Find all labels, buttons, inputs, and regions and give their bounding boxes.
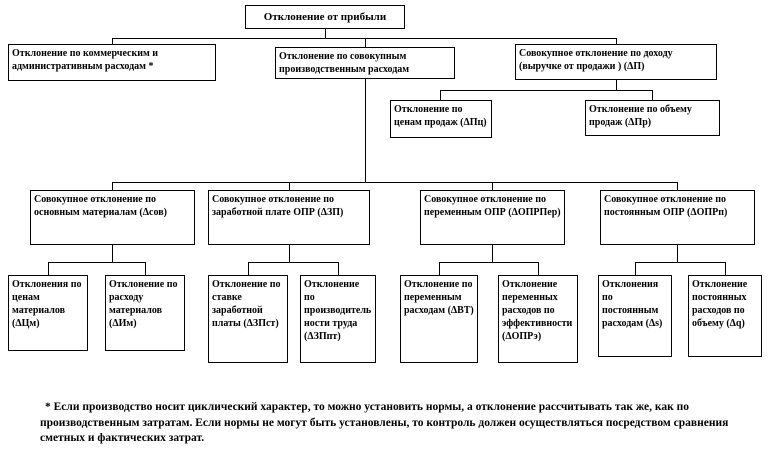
node-variable-efficiency-deviation: Отклонение переменных расходов по эффективности (ΔОПРэ): [498, 275, 578, 363]
connector-line: [338, 262, 339, 275]
connector-line: [289, 245, 290, 262]
connector-line: [652, 90, 653, 100]
connector-line: [48, 262, 146, 263]
connector-line: [439, 262, 440, 275]
connector-line: [112, 182, 678, 183]
connector-line: [616, 80, 617, 90]
node-labor-productivity-deviation: Отклонение по производительности труда (ΔЗПпт): [300, 275, 376, 363]
node-wage-rate-deviation: Отклонение по ставке заработной платы (ΔЗПст): [208, 275, 288, 363]
connector-line: [635, 262, 636, 275]
connector-line: [677, 182, 678, 190]
node-material-usage-deviation: Отклонение по расходу материалов (ΔИм): [105, 275, 185, 351]
connector-line: [325, 29, 326, 38]
connector-line: [365, 38, 366, 47]
node-fixed-overhead-total-deviation: Совокупное отклонение по постоянным ОПР (ΔОПРп): [600, 190, 755, 245]
connector-line: [248, 262, 249, 275]
connector-line: [48, 262, 49, 275]
node-sales-volume-deviation: Отклонение по объему продаж (ΔПр): [585, 100, 720, 136]
connector-line: [365, 79, 366, 182]
node-fixed-volume-deviation: Отклонение постоянных расходов по объему (Δq): [688, 275, 762, 357]
connector-line: [677, 245, 678, 262]
footnote: * Если производство носит циклический характер, то можно установить нормы, а отклонение рассчитывать так же, как по производственным затратам. Если нормы не могут быть установлены, то контроль должен осуществляться посредством сравнения сметных и фактических затрат.: [40, 401, 729, 445]
node-sales-price-deviation: Отклонение по ценам продаж (ΔПц): [390, 100, 492, 138]
connector-line: [538, 262, 539, 275]
connector-line: [145, 262, 146, 275]
connector-line: [725, 262, 726, 275]
node-variable-overhead-total-deviation: Совокупное отклонение по переменным ОПР (ΔОПРПер): [420, 190, 565, 245]
connector-line: [635, 262, 726, 263]
connector-line: [492, 182, 493, 190]
node-revenue-total-deviation: Совокупное отклонение по доходу (выручке от продажи ) (ΔП): [515, 44, 717, 80]
node-total-production-deviation: Отклонение по совокупным производственным расходам: [275, 47, 455, 79]
connector-line: [440, 90, 653, 91]
connector-line: [112, 245, 113, 262]
connector-line: [492, 245, 493, 262]
node-material-price-deviation: Отклонения по ценам материалов (ΔЦм): [8, 275, 88, 351]
connector-line: [439, 262, 539, 263]
node-variable-expenses-deviation: Отклонение по переменным расходам (ΔВТ): [400, 275, 478, 363]
node-profit-deviation: Отклонение от прибыли: [245, 5, 405, 29]
node-commercial-admin-deviation: Отклонение по коммерческим и административным расходам *: [8, 44, 216, 81]
connector-line: [440, 90, 441, 100]
node-wages-total-deviation: Совокупное отклонение по заработной плате ОПР (ΔЗП): [208, 190, 370, 245]
connector-line: [112, 182, 113, 190]
connector-line: [248, 262, 339, 263]
node-fixed-expenses-deviation: Отклонения по постоянным расходам (Δs): [598, 275, 672, 357]
connector-line: [289, 182, 290, 190]
node-materials-total-deviation: Совокупное отклонение по основным материалам (Δсов): [30, 190, 195, 245]
